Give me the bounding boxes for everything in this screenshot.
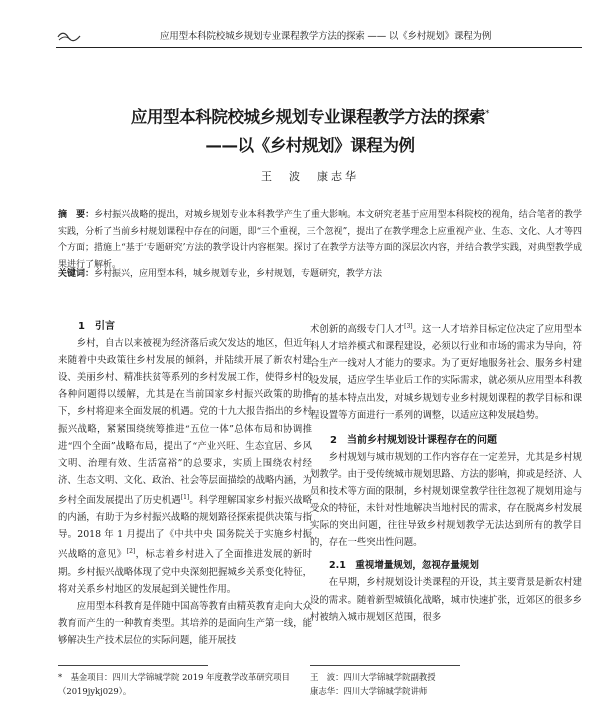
intro-paragraph-1: 乡村，自古以来被视为经济落后或欠发达的地区，但近年来随着中央政策往乡村发展的倾斜，并陆续开展了新农村建设、美丽乡村、精准扶贫等系列的乡村发展工作，使得乡村的各种问题得以缓解，尤其是在当前国家乡村振兴政策的助推下，乡村将迎来全面发展的机遇。党的十九大报告指出的乡村振兴战略，紧紧围绕统筹推进“五位一体”总体布局和协调推进“四个全面”战略布局，提出了“产业兴旺、生态宜居、乡风文明、治理有效、生活富裕”的总要求，实质上围绕农村经济、生态文明、文化、政治、社会等层面描绘的战略内涵，为乡村全面发展提出了历史机遇[1]。科学理解国家乡村振兴战略的内涵，有助于为乡村振兴战略的规划路径探索提供决策与指导。2018 年 1 月提出了《中共中央 国务院关于实施乡村振兴战略的意见》[2]，标志着乡村进入了全面推进发展的新时期。乡村振兴战略体现了党中央深刻把握城乡关系变化特征，将对关系乡村地区的发展起到关键性作用。 xyxy=(58,338,312,595)
article-title xyxy=(40,100,580,160)
reference-3: [3] xyxy=(404,323,413,330)
right-paragraph-1: 术创新的高级专门人才[3]。这一人才培养目标定位决定了应用型本科人才培养模式和课程建设，必须以行业和市场的需求为导向，符合生产一线对人才能力的要求。为了更好地服务社会、服务乡村建设发展，适应学生毕业后工作的实际需求，就必须从应用型本科教育的基本特点出发，对城乡规划专业乡村规划课程的教学目标和课程设置等方面进行一系列的调整，以适应这种发展趋势。 xyxy=(310,323,582,421)
journal-logo-icon xyxy=(56,30,82,44)
title-footnote-mark: * xyxy=(485,109,490,119)
footnote-mark: * xyxy=(58,672,63,682)
running-title: 应用型本科院校城乡规划专业课程教学方法的探索 —— 以《乡村规划》课程为例 xyxy=(160,31,492,42)
author-info-2: 康志华：四川大学锦城学院讲师 xyxy=(310,686,428,696)
subsection-2-1-heading: 2.1 重视增量规划，忽视存量规划 xyxy=(329,560,479,572)
footnote xyxy=(58,670,312,698)
title-line-1: 应用型本科院校城乡规划专业课程教学方法的探索 xyxy=(130,107,486,127)
section-1-heading: 1 引言 xyxy=(78,321,115,332)
section-2-paragraph: 乡村规划与城市规划的工作内容存在一定差异，尤其是乡村规划教学。由于受传统城市规划思路、方法的影响，抑或是经济、人员和技术等方面的限制，乡村规划课堂教学往往忽视了规划用途与受众的特征，未针对性地解决当地村民的需求，存在脱离乡村发展实际的突出问题，往往导致乡村规划教学无法达到所有的教学目的，存在一些突出性问题。 xyxy=(310,451,582,549)
reference-1: [1] xyxy=(180,493,190,501)
abstract xyxy=(58,207,582,273)
author-info-rule xyxy=(310,665,460,666)
abstract-label: 摘 要： xyxy=(58,210,95,220)
section-2-heading: 2 当前乡村规划设计课程存在的问题 xyxy=(330,434,497,446)
abstract-text: 乡村振兴战略的提出，对城乡规划专业本科教学产生了重大影响。本文研究老基于应用型本科院校的视角，结合笔者的教学实践，分析了当前乡村规划课程中存在的问题，即“三个重视，三个忽视”，提出了在教学理念上应重视产业、生态、文化、人才等四个方面；措施上“基于‘专题研究’方法的教学设计内容框架。探讨了在教学方法等方面的深层次内容，并结合教学实践，对典型教学成果进行了解析。 xyxy=(58,210,582,270)
left-column xyxy=(58,318,312,649)
authors: 王 波 康志华 xyxy=(261,170,359,183)
title-line-2: ——以《乡村规划》课程为例 xyxy=(205,135,415,155)
intro-paragraph-2: 应用型本科教育是伴随中国高等教育由精英教育走向大众教育而产生的一种教育类型。其培养的是面向生产第一线，能够解决生产技术层位的实际问题，能开展技 xyxy=(58,600,312,646)
right-column xyxy=(310,318,582,626)
footnote-text: 基金项目：四川大学锦城学院 2019 年度教学改革研究项目（2019jykj029）。 xyxy=(58,672,290,696)
keywords-text: 乡村振兴，应用型本科，城乡规划专业，乡村规划，专题研究，教学方法 xyxy=(94,269,383,279)
header-rule xyxy=(56,47,582,48)
keywords xyxy=(58,266,582,282)
keywords-label: 关键词： xyxy=(58,269,95,279)
author-info xyxy=(310,670,582,698)
subsection-2-1-paragraph: 在早期，乡村规划设计类课程的开设，其主要背景是新农村建设的需求。随着新型城镇化战略，城市快速扩张，近郊区的很多乡村被纳入城市规划区范围，很多 xyxy=(310,577,582,623)
footnote-rule xyxy=(58,665,208,666)
author-info-1: 王 波：四川大学锦城学院副教授 xyxy=(310,672,436,682)
reference-2: [2] xyxy=(126,548,136,556)
